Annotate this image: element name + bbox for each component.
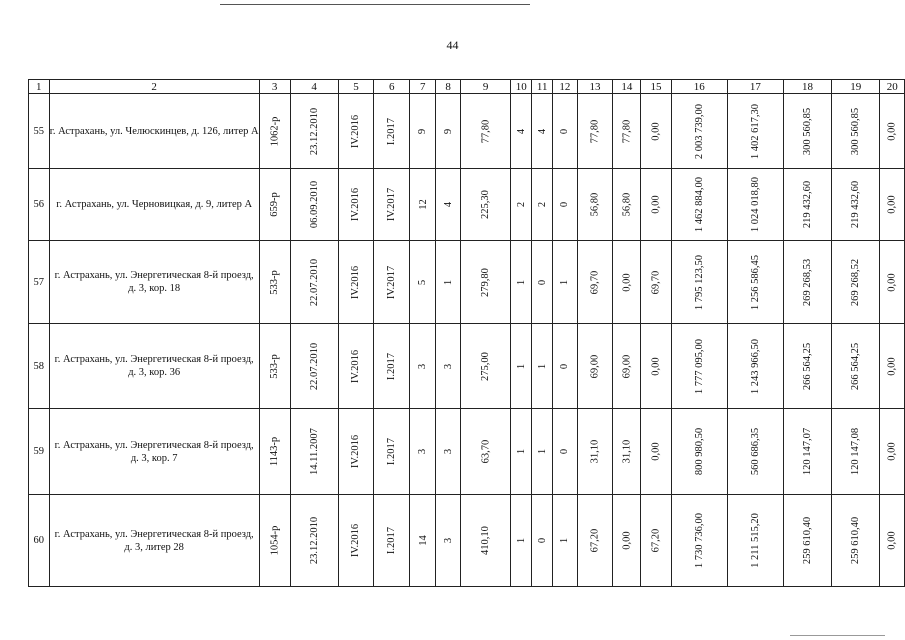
cell-c10: 1 [515,537,527,544]
cell-c16: 1 777 095,00 [693,338,705,394]
cell-c20: 0,00 [886,356,898,376]
decree-date: 14.11.2007 [308,428,320,475]
cell-c16: 2 003 739,00 [693,103,705,159]
cell-c11: 2 [536,201,548,208]
cell-c10: 1 [515,363,527,369]
decree-number: 1054-р [269,525,281,556]
table-row [29,324,905,409]
table-row [29,409,905,495]
cell-c20: 0,00 [886,531,898,550]
cell-c11: 1 [536,363,548,369]
cell-c15: 0,00 [650,356,662,376]
cell-c8: 3 [442,363,454,369]
cell-c13: 31,10 [589,439,601,464]
decree-date: 22.07.2010 [308,258,320,306]
cell-c17: 1 256 586,45 [749,254,761,310]
cell-c11: 4 [536,128,548,134]
cell-c12: 1 [559,279,571,285]
col-header: 7 [410,80,436,94]
row-number: 57 [29,241,50,324]
cell-c18: 266 564,25 [802,342,814,390]
cell-c19: 259 610,40 [850,516,862,565]
cell-c14: 56,80 [621,192,633,217]
cell-c15: 67,20 [650,528,662,553]
decree-number: 659-р [269,192,281,217]
cell-c17: 1 243 966,50 [749,338,761,394]
row-number: 58 [29,324,50,409]
table-row [29,495,905,587]
cell-c8: 9 [442,128,454,134]
planned-start: IV.2016 [350,434,362,469]
cell-c18: 300 560,85 [802,107,814,155]
cell-c16: 1 730 736,00 [693,512,705,569]
cell-c9: 225,30 [480,190,492,219]
address: г. Астрахань, ул. Челюскинцев, д. 126, литер А [49,94,259,169]
planned-start: IV.2016 [350,349,362,383]
cell-c10: 1 [515,448,527,455]
col-header: 3 [259,80,290,94]
cell-c9: 63,70 [480,439,492,464]
cell-c9: 410,10 [480,526,492,555]
cell-c18: 259 610,40 [802,516,814,565]
cell-c10: 1 [515,279,527,285]
col-header: 12 [552,80,577,94]
bottom-scan-mark [790,635,885,636]
row-number: 60 [29,495,50,587]
cell-c20: 0,00 [886,442,898,461]
cell-c17: 1 402 617,30 [749,103,761,159]
cell-c10: 4 [515,128,527,134]
cell-c19: 266 564,25 [850,342,862,390]
cell-c19: 219 432,60 [850,180,862,229]
planned-end: I.2017 [386,526,398,555]
cell-c18: 269 268,53 [802,258,814,306]
planned-end: I.2017 [386,352,398,380]
cell-c10: 2 [515,201,527,208]
address: г. Астрахань, ул. Энергетическая 8-й проезд, д. 3, кор. 7 [49,409,259,495]
planned-end: I.2017 [386,117,398,145]
address: г. Астрахань, ул. Энергетическая 8-й проезд, д. 3, литер 28 [49,495,259,587]
cell-c17: 1 211 515,20 [749,513,761,568]
cell-c7: 14 [417,535,429,546]
row-number: 59 [29,409,50,495]
decree-date: 22.07.2010 [308,342,320,390]
cell-c13: 69,70 [589,270,601,294]
col-header: 5 [338,80,373,94]
cell-c12: 1 [559,537,571,544]
decree-number: 1062-р [269,116,281,146]
cell-c8: 4 [442,201,454,208]
cell-c16: 800 980,50 [693,427,705,476]
planned-start: IV.2016 [350,114,362,148]
cell-c19: 300 560,85 [850,107,862,155]
decree-date: 23.12.2010 [308,516,320,565]
col-header: 4 [290,80,338,94]
cell-c11: 0 [536,537,548,544]
col-header: 9 [461,80,511,94]
cell-c18: 120 147,07 [802,427,814,476]
cell-c19: 269 268,52 [850,258,862,306]
cell-c15: 0,00 [650,195,662,214]
planned-start: IV.2016 [350,187,362,222]
cell-c14: 77,80 [621,119,633,143]
col-header: 1 [29,80,50,94]
col-header: 15 [641,80,671,94]
col-header: 6 [374,80,410,94]
cell-c13: 69,00 [589,354,601,378]
col-header: 14 [613,80,641,94]
table-row [29,241,905,324]
col-header: 10 [511,80,532,94]
housing-registry-table [28,79,905,587]
cell-c20: 0,00 [886,195,898,214]
cell-c11: 0 [536,279,548,285]
cell-c8: 3 [442,448,454,455]
cell-c13: 56,80 [589,192,601,217]
cell-c9: 275,00 [480,351,492,381]
cell-c17: 560 686,35 [749,427,761,476]
col-header: 18 [783,80,831,94]
planned-start: IV.2016 [350,523,362,558]
col-header: 13 [577,80,613,94]
cell-c20: 0,00 [886,272,898,292]
cell-c15: 0,00 [650,442,662,461]
cell-c14: 0,00 [621,272,633,292]
cell-c12: 0 [559,363,571,369]
cell-c7: 3 [417,448,429,455]
planned-start: IV.2016 [350,265,362,299]
cell-c15: 69,70 [650,270,662,294]
cell-c17: 1 024 018,80 [749,176,761,233]
cell-c13: 67,20 [589,528,601,553]
col-header: 11 [532,80,553,94]
planned-end: IV.2017 [386,187,398,222]
planned-end: IV.2017 [386,265,398,299]
page-number: 44 [446,38,459,52]
address: г. Астрахань, ул. Черновицкая, д. 9, литер А [49,169,259,241]
cell-c18: 219 432,60 [802,180,814,229]
cell-c15: 0,00 [650,121,662,141]
cell-c8: 1 [442,279,454,285]
cell-c7: 5 [417,279,429,285]
cell-c8: 3 [442,537,454,544]
cell-c16: 1 795 123,50 [693,254,705,310]
cell-c20: 0,00 [886,121,898,141]
table-row [29,169,905,241]
cell-c7: 3 [417,363,429,369]
col-header: 16 [671,80,727,94]
decree-number: 1143-р [269,436,281,467]
cell-c11: 1 [536,448,548,455]
col-header: 20 [880,80,905,94]
cell-c9: 77,80 [480,119,492,143]
row-number: 55 [29,94,50,169]
column-number-row [29,80,905,94]
cell-c12: 0 [559,448,571,455]
address: г. Астрахань, ул. Энергетическая 8-й проезд, д. 3, кор. 36 [49,324,259,409]
cell-c14: 31,10 [621,439,633,464]
top-rule [220,4,530,5]
decree-date: 23.12.2010 [308,107,320,155]
row-number: 56 [29,169,50,241]
cell-c14: 69,00 [621,354,633,378]
col-header: 8 [436,80,461,94]
col-header: 2 [49,80,259,94]
cell-c7: 9 [417,128,429,134]
decree-number: 533-р [269,269,281,295]
address: г. Астрахань, ул. Энергетическая 8-й проезд, д. 3, кор. 18 [49,241,259,324]
cell-c14: 0,00 [621,531,633,550]
table-row [29,94,905,169]
cell-c12: 0 [559,128,571,134]
cell-c16: 1 462 884,00 [693,176,705,233]
cell-c13: 77,80 [589,119,601,143]
col-header: 17 [727,80,783,94]
decree-number: 533-р [269,353,281,379]
decree-date: 06.09.2010 [308,180,320,229]
cell-c9: 279,80 [480,267,492,297]
cell-c19: 120 147,08 [850,427,862,476]
col-header: 19 [832,80,880,94]
cell-c7: 12 [417,199,429,210]
planned-end: I.2017 [386,437,398,466]
cell-c12: 0 [559,201,571,208]
